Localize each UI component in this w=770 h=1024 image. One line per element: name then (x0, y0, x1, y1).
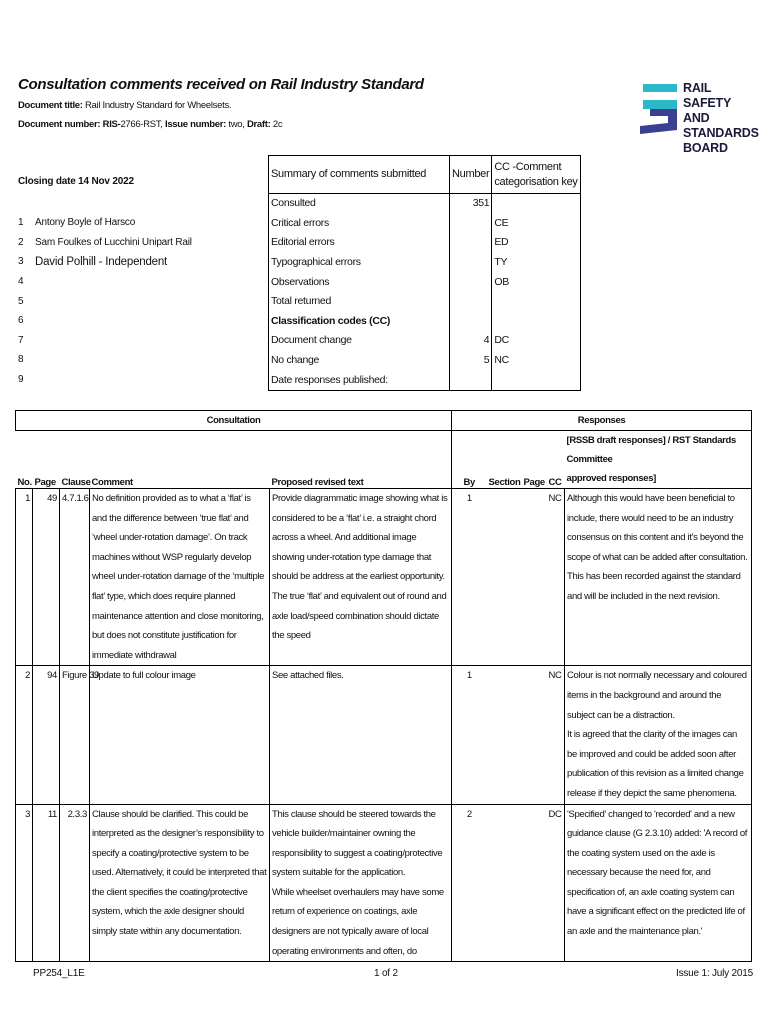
table-row: 2 94 Figure 39 Update to full colour image See attached files. 1 NC Colour is not normally necessary and coloured items in the background and around the subject can be a distraction. It is agreed that the clarity of the images can be improved and could be added soon after publication of this revision as a limited change release if they depict the same phenomena. (16, 666, 752, 804)
col-page: Page (33, 431, 60, 489)
responses-heading: Responses (452, 411, 752, 431)
col-clause: Clause (60, 431, 90, 489)
col-by: By (452, 431, 487, 489)
table-row: Typographical errors TY (269, 253, 581, 273)
footer-page-number: 1 of 2 (374, 968, 398, 979)
table-row: No change 5 NC (269, 351, 581, 371)
document-number-label: Document number: (18, 119, 101, 130)
issue-number-value: two, (228, 119, 245, 130)
list-item: 4 (18, 276, 24, 288)
draft-value: 2c (272, 119, 283, 130)
table-row: Document change 4 DC (269, 331, 581, 351)
consultation-heading: Consultation (16, 411, 452, 431)
document-title-value: Rail Industry Standard for Wheelsets. (84, 100, 232, 111)
col-comment: Comment (90, 431, 270, 489)
consultee-list (18, 213, 268, 389)
document-title-line (18, 100, 231, 111)
document-title-label: Document title: (18, 100, 83, 111)
list-item: 7 (18, 334, 24, 346)
table-row: Observations OB (269, 272, 581, 292)
document-number-prefix: RIS- (102, 119, 121, 130)
summary-heading: Summary of comments submitted (269, 156, 450, 194)
table-row: 3 11 2.3.3 Clause should be clarified. This could be interpreted as the designer’s responsibility to specify a coating/protective system to be used. Alternatively, it could be interpreted that the client specifies the coating/protective system, which the axle designer should simply state within any documentation. This clause should be steered towards the vehicle builder/maintainer owning the responsibility to suggest a coating/protective system suitable for the application. While wheelset overhaulers may have some return of experience on coatings, axle designers are not typically aware of local operating environments and often, do 2 DC 'Specified' changed to 'recorded' and a new guidance clause (G 2.3.10) added: 'A record of the coating system used on the axle is necessary because the need for, and specification of, an axle coating system can have a significant effect on the predicted life of an axle and the maintenance plan.' (16, 804, 752, 962)
table-row: Classification codes (CC) (269, 312, 581, 332)
list-item: 9 (18, 374, 24, 386)
issue-number-label: Issue number: (164, 119, 227, 130)
closing-date: Closing date 14 Nov 2022 (18, 176, 134, 187)
number-heading: Number (450, 156, 492, 194)
consultation-table (15, 410, 752, 962)
col-proposed: Proposed revised text (270, 431, 452, 489)
list-item: 1 Antony Boyle of Harsco (18, 217, 136, 229)
col-section: Section (487, 431, 522, 489)
cc-key-heading: CC -Comment categorisation key (492, 156, 580, 194)
table-row: Total returned (269, 292, 581, 312)
rssb-logo-mark-icon (640, 82, 680, 142)
col-response: [RSSB draft responses] / RST Standards Committee approved responses] (565, 431, 752, 489)
list-item: 2 Sam Foulkes of Lucchini Unipart Rail (18, 236, 192, 248)
table-row: Date responses published: (269, 370, 581, 390)
footer-issue: Issue 1: July 2015 (676, 968, 754, 979)
summary-header-row (269, 156, 581, 194)
list-item: 5 (18, 295, 24, 307)
column-header-row (16, 431, 752, 489)
col-no: No. (16, 431, 33, 489)
list-item: 8 (18, 354, 24, 366)
page-title: Consultation comments received on Rail Industry Standard (18, 76, 424, 93)
table-row: 1 49 4.7.1.6 No definition provided as to what a ‘flat’ is and the difference between ‘true flat’ and ‘wheel under-rotation damage’. On track machines without WSP regularly develop wheel under-rotation damage of the ‘multiple flat’ type, which does require planned maintenance attention and close monitoring, but does not constitute justification for immediate withdrawal Provide diagrammatic image showing what is considered to be a ‘flat’ i.e. a straight chord across a wheel. And additional image showing under-rotation type damage that should be address at the earliest opportunity. The true ‘flat’ and equivalent out of round and axle load/speed combination should dictate the speed 1 NC Although this would have been beneficial to include, there would need to be an industry consensus on this content and it’s beyond the scope of what can be added after consultation. This has been recorded against the standard and will be included in the next revision. (16, 489, 752, 666)
table-row: Consulted 351 (269, 194, 581, 214)
footer-document-code: PP254_L1E (33, 968, 85, 979)
list-item: 6 (18, 315, 24, 327)
group-header-row (16, 411, 752, 431)
rssb-logo-text: RAIL SAFETY AND STANDARDS BOARD (683, 81, 759, 155)
list-item: 3 David Polhill - Independent (18, 255, 168, 268)
document-number-line (18, 119, 282, 130)
table-row: Critical errors CE (269, 214, 581, 234)
summary-table (268, 155, 581, 391)
rssb-logo (640, 80, 759, 155)
document-number-value: 2766-RST, (120, 119, 163, 130)
table-row: Editorial errors ED (269, 233, 581, 253)
draft-label: Draft: (246, 119, 271, 130)
col-cc: CC (547, 431, 565, 489)
col-page-2: Page (522, 431, 547, 489)
